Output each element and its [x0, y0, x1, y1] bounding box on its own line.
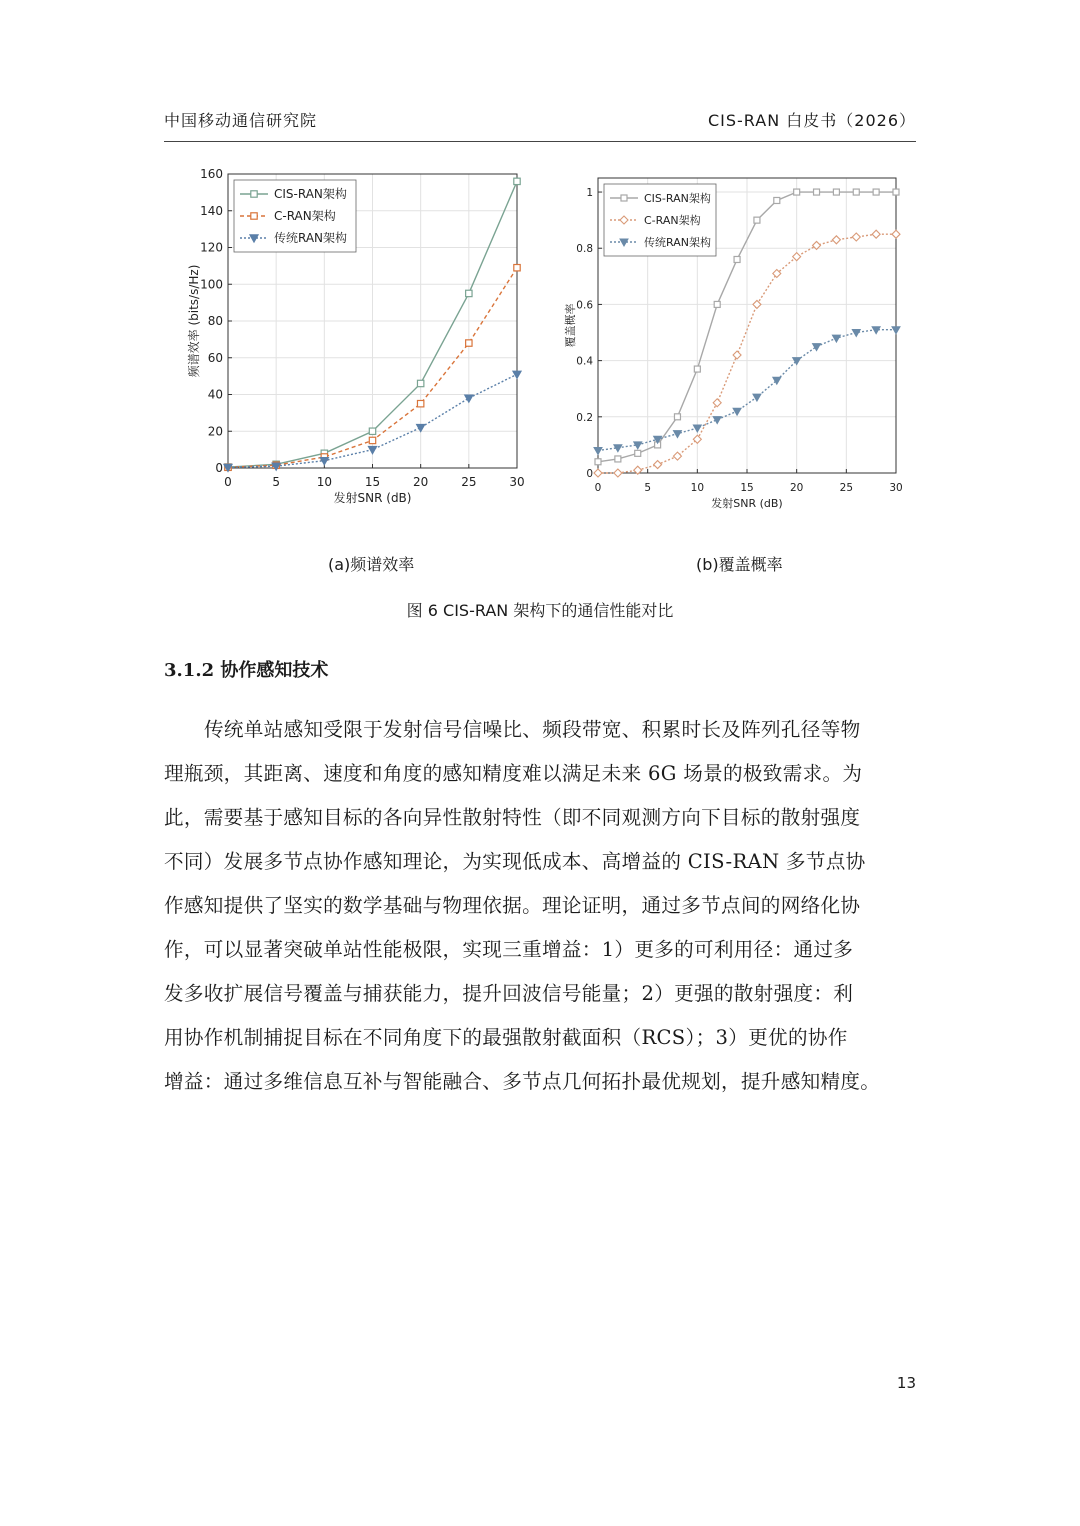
- y-tick-label: 0: [215, 461, 223, 475]
- legend-marker: [621, 195, 627, 201]
- chart-spectral-efficiency: [186, 160, 546, 510]
- data-point: [774, 197, 780, 203]
- legend-label: 传统RAN架构: [644, 236, 711, 249]
- x-tick-label: 0: [224, 475, 232, 489]
- data-point: [832, 236, 840, 244]
- paragraph-line: 增益：通过多维信息互补与智能融合、多节点几何拓扑最优规划，提升感知精度。: [164, 1070, 881, 1093]
- data-point: [417, 400, 423, 406]
- body-paragraph: [164, 708, 916, 1104]
- y-tick-label: 0.6: [576, 299, 593, 312]
- data-point: [754, 217, 760, 223]
- data-point: [832, 335, 840, 342]
- paragraph-line: 作感知提供了坚实的数学基础与物理依据。理论证明，通过多节点间的网络化协: [164, 894, 861, 917]
- data-point: [872, 230, 880, 238]
- paragraph-line: 用协作机制捕捉目标在不同角度下的最强散射截面积（RCS）；3）更优的协作: [164, 1026, 848, 1049]
- x-tick-label: 5: [644, 482, 652, 494]
- x-tick-label: 30: [509, 475, 525, 489]
- data-point: [674, 414, 680, 420]
- data-point: [852, 233, 860, 241]
- x-tick-label: 20: [789, 482, 804, 494]
- x-tick-label: 15: [740, 482, 754, 494]
- y-axis-label: 覆盖概率: [564, 303, 577, 348]
- data-point: [465, 395, 473, 402]
- legend-label: C-RAN架构: [274, 209, 336, 223]
- data-point: [635, 450, 641, 456]
- data-point: [673, 452, 681, 460]
- data-point: [369, 437, 375, 443]
- legend-label: C-RAN架构: [644, 214, 701, 227]
- x-tick-label: 10: [690, 482, 705, 494]
- header-organization: 中国移动通信研究院: [164, 111, 318, 130]
- chart-coverage-probability: [560, 160, 920, 510]
- data-point: [753, 394, 761, 401]
- data-point: [693, 425, 701, 432]
- section-heading: 3.1.2 协作感知技术: [164, 660, 329, 681]
- data-point: [673, 431, 681, 438]
- legend: [604, 184, 716, 256]
- x-tick-label: 30: [889, 482, 903, 494]
- page-number: 13: [896, 1374, 916, 1392]
- subfigure-caption-b: (b)覆盖概率: [696, 555, 783, 574]
- data-point: [773, 377, 781, 384]
- paragraph-line: 理瓶颈，其距离、速度和角度的感知精度难以满足未来 6G 场景的极致需求。为: [164, 762, 863, 785]
- data-point: [595, 459, 601, 465]
- legend-label: CIS-RAN架构: [274, 187, 347, 201]
- figure-caption: 图 6 CIS-RAN 架构下的通信性能对比: [406, 601, 674, 620]
- header-document-title: CIS-RAN 白皮书（2026）: [707, 111, 916, 130]
- data-point: [753, 300, 761, 308]
- y-tick-label: 0.4: [576, 355, 593, 368]
- data-point: [873, 189, 879, 195]
- data-point: [853, 189, 859, 195]
- data-point: [713, 399, 721, 407]
- data-point: [734, 256, 740, 262]
- subfigure-caption-a: (a)频谱效率: [328, 555, 415, 574]
- data-point: [833, 189, 839, 195]
- data-point: [594, 448, 602, 455]
- data-point: [466, 340, 472, 346]
- y-tick-label: 0: [586, 468, 593, 480]
- y-tick-label: 160: [200, 167, 223, 181]
- header-rule: [164, 141, 916, 142]
- y-tick-label: 1: [586, 187, 593, 200]
- data-point: [852, 330, 860, 337]
- y-tick-label: 60: [207, 350, 223, 365]
- legend: [234, 180, 356, 252]
- x-tick-label: 0: [594, 482, 602, 494]
- legend-label: CIS-RAN架构: [644, 192, 711, 205]
- data-point: [466, 290, 472, 296]
- legend-marker: [251, 213, 257, 219]
- data-point: [614, 469, 622, 477]
- x-tick-label: 15: [364, 475, 381, 489]
- data-point: [714, 301, 720, 307]
- legend-label: 传统RAN架构: [274, 231, 348, 245]
- data-point: [369, 428, 375, 434]
- data-point: [892, 230, 900, 238]
- data-point: [733, 408, 741, 415]
- paragraph-line: 发多收扩展信号覆盖与捕获能力，提升回波信号能量；2）更强的散射强度：利: [164, 982, 854, 1005]
- x-tick-label: 25: [461, 475, 477, 489]
- data-point: [892, 327, 900, 334]
- data-point: [694, 366, 700, 372]
- x-axis-label: 发射SNR (dB): [333, 491, 412, 505]
- y-tick-label: 0.8: [576, 243, 593, 256]
- y-tick-label: 140: [200, 203, 223, 218]
- paragraph-line: 作，可以显著突破单站性能极限，实现三重增益：1）更多的可利用径：通过多: [164, 938, 854, 961]
- data-point: [733, 351, 741, 359]
- data-point: [813, 344, 821, 351]
- x-tick-label: 10: [316, 475, 332, 489]
- data-point: [514, 265, 520, 271]
- y-tick-label: 20: [207, 424, 223, 439]
- data-point: [793, 253, 801, 261]
- x-axis-label: 发射SNR (dB): [711, 497, 783, 510]
- y-tick-label: 80: [207, 314, 223, 328]
- data-point: [514, 178, 520, 184]
- data-point: [368, 446, 376, 453]
- data-point: [594, 469, 602, 477]
- x-tick-label: 5: [272, 475, 280, 489]
- x-tick-label: 25: [839, 482, 854, 494]
- paragraph-line: 传统单站感知受限于发射信号信噪比、频段带宽、积累时长及阵列孔径等物: [204, 718, 861, 741]
- data-point: [513, 371, 521, 378]
- data-point: [893, 189, 899, 195]
- data-point: [615, 456, 621, 462]
- y-tick-label: 100: [200, 277, 223, 292]
- data-point: [794, 189, 800, 195]
- data-point: [814, 189, 820, 195]
- paragraph-line: 不同）发展多节点协作感知理论，为实现低成本、高增益的 CIS-RAN 多节点协: [164, 850, 866, 873]
- paragraph-line: 此，需要基于感知目标的各向异性散射特性（即不同观测方向下目标的散射强度: [164, 806, 861, 829]
- data-point: [416, 424, 424, 431]
- y-tick-label: 120: [200, 240, 223, 255]
- x-tick-label: 20: [413, 475, 429, 489]
- y-tick-label: 40: [207, 387, 223, 402]
- y-axis-label: 频谱效率 (bits/s/Hz): [187, 264, 201, 378]
- data-point: [417, 380, 423, 386]
- legend-marker: [251, 191, 257, 197]
- y-tick-label: 0.2: [576, 411, 593, 424]
- data-point: [654, 461, 662, 469]
